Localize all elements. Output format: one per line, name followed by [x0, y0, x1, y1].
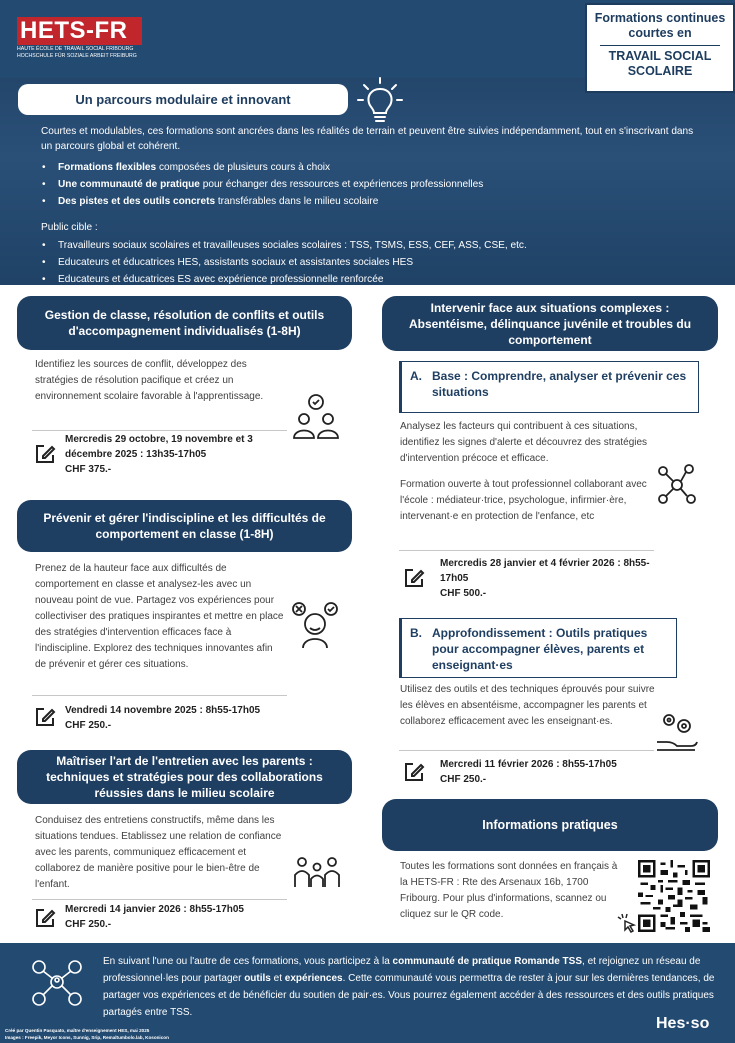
- module-a-box: [399, 361, 699, 413]
- course-title-indiscipline: Prévenir et gérer l'indiscipline et les difficultés de comportement en classe (1-8H): [17, 500, 352, 552]
- module-a-heading: [410, 368, 690, 400]
- feature-item: [41, 176, 701, 193]
- course-date: Vendredi 14 novembre 2025 : 8h55-17h05: [65, 705, 261, 716]
- course-schedule: [65, 703, 315, 733]
- logo-subtitle: [17, 46, 147, 60]
- course-date: Mercredi 14 janvier 2026 : 8h55-17h05: [65, 904, 244, 915]
- people-check-icon: [290, 392, 342, 440]
- hets-fr-logo[interactable]: [17, 17, 142, 63]
- feature-item: [41, 193, 701, 210]
- edit-icon: [33, 906, 57, 930]
- public-item: • Educateurs et éducatrices ES avec expérience professionnelle renforcée: [41, 271, 701, 288]
- module-b-letter: B.: [410, 626, 422, 640]
- module-a-letter: A.: [410, 369, 422, 383]
- divider: [399, 550, 654, 551]
- footer-bold-part: communauté de pratique Romande TSS: [392, 956, 583, 967]
- title-box: [585, 3, 735, 93]
- course-title-situations-complexes: Intervenir face aux situations complexes : Absentéisme, délinquance juvénile et troubles du comportement: [382, 296, 718, 351]
- feature-rest: composées de plusieurs cours à choix: [156, 162, 331, 173]
- public-label: Public cible :: [41, 222, 98, 233]
- divider: [32, 899, 287, 900]
- feature-list: [41, 159, 701, 210]
- footer-text-part: En suivant l'une ou l'autre de ces formations, vous participez à la: [103, 956, 393, 967]
- course-schedule: [65, 902, 315, 932]
- hes-so-logo[interactable]: Hes·so: [656, 1015, 710, 1032]
- feature-rest: pour échanger des ressources et expériences professionnelles: [199, 179, 484, 190]
- credit-images: Images : Freepik, Meyor Icons, Sunnig, Srip, Remaltumbolo.lab, Kosonicon: [5, 1035, 169, 1040]
- module-b-box: [399, 618, 677, 678]
- feature-bold: Des pistes et des outils concrets: [58, 196, 216, 207]
- section-pill-parcours: Un parcours modulaire et innovant: [18, 84, 348, 115]
- network-nodes-icon: [655, 463, 699, 507]
- credit-line: Créé par Quentin Pasquato, maître d'enseignement HES, mai 2025: [5, 1028, 150, 1033]
- module-b-date: Mercredi 11 février 2026 : 8h55-17h05: [440, 759, 617, 770]
- feature-bold: Une communauté de pratique: [58, 179, 200, 190]
- footer-bold-part: expériences: [284, 973, 343, 984]
- footer-bold-part: outils: [244, 973, 271, 984]
- info-title: Informations pratiques: [382, 799, 718, 851]
- footer-text-part: . Cette communauté vous permettra de rester à jour sur les dernières tendances, de partager vos expériences et de bénéficier du soutien de pair·es. Vous pourrez également accéder à des ressources et des outils pratiques partagés entre TSS.: [103, 973, 715, 1018]
- divider: [32, 430, 287, 431]
- course-schedule: [65, 432, 265, 477]
- course-date: Mercredis 29 octobre, 19 novembre et 3 décembre 2025 : 13h35-17h05: [65, 434, 253, 460]
- public-item: • Educateurs et éducatrices HES, assistants sociaux et assistantes sociales HES: [41, 254, 701, 271]
- module-a-price: CHF 500.-: [440, 588, 487, 599]
- course-desc-entretien-parents: Conduisez des entretiens constructifs, même dans les situations tendues. Etablissez une relation de confiance avec les parents, communiquez efficacement et collaborez de manière positive pour le bien-être de l'enfant.: [35, 815, 282, 890]
- course-desc-gestion-classe: Identifiez les sources de conflit, développez des stratégies de résolution pacifique et créez un environnement scolaire favorable à l'apprentissage.: [35, 359, 264, 402]
- community-network-icon: [30, 958, 85, 1010]
- qr-code[interactable]: [638, 860, 710, 932]
- lightbulb-icon: [355, 75, 405, 127]
- edit-icon: [33, 442, 57, 466]
- module-b-price: CHF 250.-: [440, 774, 487, 785]
- footer-paragraph: [103, 953, 718, 1021]
- module-b-desc: Utilisez des outils et des techniques éprouvés pour suivre les élèves en absentéisme, accompagner les parents et collaborez efficacement avec les enseignant·es.: [400, 684, 655, 727]
- feature-item: [41, 159, 701, 176]
- public-list: [41, 237, 701, 288]
- title-line-2: TRAVAIL SOCIAL SCOLAIRE: [608, 49, 712, 78]
- module-b-heading: [410, 625, 668, 673]
- edit-icon: [402, 566, 426, 590]
- click-cursor-icon: [617, 913, 637, 935]
- course-title-gestion-classe: Gestion de classe, résolution de conflits et outils d'accompagnement individualisés (1-8H): [17, 296, 352, 350]
- logo-subtitle-de: HOCHSCHULE FÜR SOZIALE ARBEIT FREIBURG: [17, 53, 137, 59]
- gears-hand-icon: [655, 710, 699, 752]
- intro-block: [41, 124, 701, 288]
- course-desc-indiscipline: Prenez de la hauteur face aux difficultés de comportement en classe et analysez-les avec un nouveau point de vue. Partagez vos expériences pour collectiviser des pratiques inspirantes et mettre en place des stratégies d'intervention efficaces face à l'indiscipline. Explorez des techniques innovantes afin de prévenir et gérer ces situations.: [35, 563, 284, 670]
- logo-subtitle-fr: HAUTE ÉCOLE DE TRAVAIL SOCIAL FRIBOURG: [17, 46, 134, 52]
- module-b-title: Approfondissement : Outils pratiques pour accompagner élèves, parents et enseignant·es: [432, 626, 648, 672]
- info-desc: Toutes les formations sont données en français à la HETS-FR : Rte des Arsenaux 16b, 1700 Fribourg. Pour plus d'informations, scannez ou cliquez sur le QR code.: [400, 861, 618, 920]
- module-a-schedule: [440, 556, 650, 601]
- edit-icon: [33, 705, 57, 729]
- course-title-entretien-parents: Maîtriser l'art de l'entretien avec les parents : techniques et stratégies pour des collaborations réussies dans le milieu scolaire: [17, 750, 352, 804]
- title-divider: [600, 45, 720, 46]
- module-a-title: Base : Comprendre, analyser et prévenir ces situations: [432, 369, 687, 399]
- module-a-desc-2: Formation ouverte à tout professionnel collaborant avec l'école : médiateur·trice, psychologue, infirmier·ère, intervenant·e en protection de l'enfance, etc: [400, 479, 647, 522]
- feature-rest: transférables dans le milieu scolaire: [215, 196, 379, 207]
- footer-text-part: et: [270, 973, 285, 984]
- divider: [399, 750, 654, 751]
- public-item: • Travailleurs sociaux scolaires et travailleuses sociales scolaires : TSS, TSMS, ESS, CEF, ASS, CSE, etc.: [41, 237, 701, 254]
- course-price: CHF 375.-: [65, 464, 112, 475]
- module-b-schedule: [440, 757, 660, 787]
- course-price: CHF 250.-: [65, 919, 112, 930]
- divider: [32, 695, 287, 696]
- logo-wordmark: HETS-FR: [17, 17, 142, 45]
- title-line-1: Formations continues courtes en: [594, 11, 726, 40]
- child-behavior-icon: [290, 600, 340, 650]
- course-price: CHF 250.-: [65, 720, 112, 731]
- feature-bold: Formations flexibles: [58, 162, 157, 173]
- intro-paragraph: Courtes et modulables, ces formations sont ancrées dans les réalités de terrain et peuvent être suivies indépendamment, tout en s'inscrivant dans un parcours global et cohérent.: [41, 126, 694, 152]
- parents-family-icon: [292, 855, 342, 889]
- module-a-date: Mercredis 28 janvier et 4 février 2026 : 8h55-17h05: [440, 558, 650, 584]
- footer-text-part: , et rejoignez un réseau de professionnel·les pour partager: [103, 956, 701, 984]
- edit-icon: [402, 760, 426, 784]
- module-a-desc-1: Analysez les facteurs qui contribuent à ces situations, identifiez les signes d'alerte et découvrez des stratégies d'intervention précoce et efficace.: [400, 421, 648, 464]
